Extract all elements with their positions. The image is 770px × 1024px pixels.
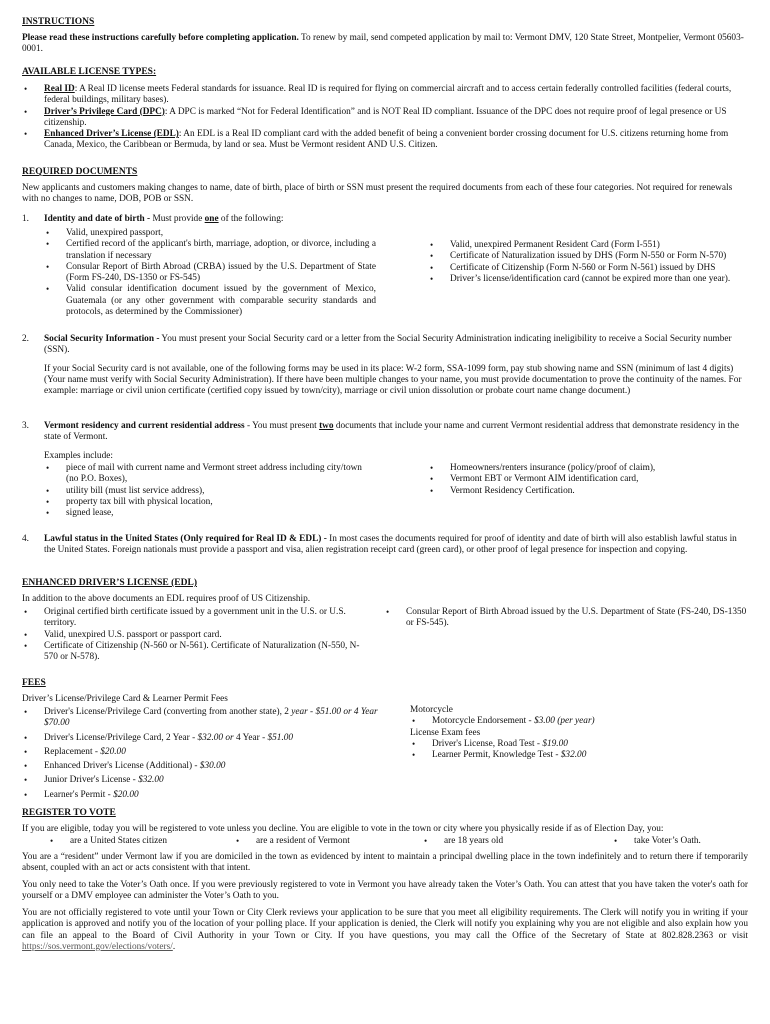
fee-label: Motorcycle Endorsement - xyxy=(432,716,534,727)
motorcycle-fees-list xyxy=(410,716,748,727)
fee-label: Enhanced Driver's License (Additional) - xyxy=(44,761,200,772)
instructions-text xyxy=(22,33,748,56)
section-text: You must present your Social Security card or a letter from the Social Security Administration indicating ineligibility to receive a Social Security number (SSN). xyxy=(44,334,732,356)
fee-label: Learner Permit, Knowledge Test - xyxy=(432,750,561,761)
exam-fees-title: License Exam fees xyxy=(410,727,481,738)
list-item: • Homeowners/renters insurance (policy/proof of claim), xyxy=(428,463,750,474)
fee-amount: $20.00 xyxy=(113,789,139,800)
vote-registration-paragraph xyxy=(22,908,748,953)
examples-label: Examples include: xyxy=(44,450,113,461)
fee-item xyxy=(22,775,382,786)
fee-amount: year - $51.00 or 4 Year $70.00 xyxy=(44,707,378,729)
sos-voters-link[interactable]: https://sos.vermont.gov/elections/voters/ xyxy=(22,941,173,952)
list-item: • Consular Report of Birth Abroad issued by the U.S. Department of State (FS-240, DS-1350 or FS-545). xyxy=(384,607,748,630)
fees-heading: FEES xyxy=(22,678,46,688)
instructions-heading: INSTRUCTIONS xyxy=(22,17,95,27)
fee-item xyxy=(22,733,382,744)
vote-intro: If you are eligible, today you will be registered to vote unless you decline. You are eligible to vote in the town or city where you physically reside if as of Election Day, you: xyxy=(22,824,664,834)
license-type-desc: : An EDL is a Real ID compliant card with the added benefit of being a convenient border crossing document for U.S. citizens returning home from Canada, Mexico, the Caribbean or Bermuda, by land or sea. Must be Vermont resident AND U.S. Citizen. xyxy=(44,129,729,151)
edl-intro: In addition to the above documents an EDL requires proof of US Citizenship. xyxy=(22,594,311,604)
sentence-end: . xyxy=(172,941,176,952)
list-item: • Driver’s license/identification card (cannot be expired more than one year). xyxy=(428,274,750,285)
list-item: • Valid consular identification document issued by the government of Mexico, Guatemala (or any other government with comparable security standards and protocols, as determined by the Commissioner) xyxy=(44,284,376,318)
edl-heading: ENHANCED DRIVER’S LICENSE (EDL) xyxy=(22,578,197,588)
section-lawful-status xyxy=(22,534,748,557)
fee-amount: $30.00 xyxy=(199,761,226,772)
list-item: • Consular Report of Birth Abroad (CRBA) issued by the U.S. Department of State (Form FS-240, DS-1350 or FS-545) xyxy=(44,262,376,285)
list-item: • Certificate of Citizenship (Form N-560 or Form N-561) issued by DHS xyxy=(428,263,750,274)
emphasis-one: one xyxy=(204,214,219,224)
section-number: 3. xyxy=(22,421,29,431)
fee-item xyxy=(22,707,382,730)
residency-docs-left xyxy=(44,463,364,519)
fee-item xyxy=(410,716,748,727)
section-title: Vermont residency and current residential address xyxy=(44,421,245,431)
list-item: • are 18 years old xyxy=(422,836,503,847)
list-item: • piece of mail with current name and Vermont street address including city/town (no P.O. Boxes), xyxy=(44,463,364,486)
exam-fees-list xyxy=(410,739,748,762)
fee-amount: $3.00 (per year) xyxy=(533,716,595,727)
list-item: • Vermont Residency Certification. xyxy=(428,486,750,497)
vote-resident-paragraph: You are a “resident” under Vermont law if you are domiciled in the town as evidenced by intent to maintain a principal dwelling place in the town indefinitely and to return there if temporarily absent, coupled with an act or acts consistent with that intent. xyxy=(22,852,748,874)
fee-amount: $20.00 xyxy=(100,746,126,757)
license-type-desc: : A DPC is marked “Not for Federal Identification” and is NOT Real ID compliant. Issuance of the DPC does not require proof of legal presence or US citizenship. xyxy=(44,106,727,128)
list-item: • Valid, unexpired passport, xyxy=(44,228,376,239)
identity-docs-right xyxy=(428,240,750,285)
identity-docs-left xyxy=(44,228,376,318)
residency-docs-right xyxy=(428,463,750,497)
vote-oath-paragraph: You only need to take the Voter’s Oath once. If you were previously registered to vote in Vermont you have already taken the Voter’s Oath. You can attest that you have taken the voter's oath for yourself or a DMV employee can administer the Voter’s Oath to you. xyxy=(22,880,748,902)
license-fees-list xyxy=(22,707,382,801)
edl-docs-right xyxy=(384,607,748,630)
motorcycle-title: Motorcycle xyxy=(410,705,453,715)
fee-amount: $51.00 xyxy=(267,732,294,743)
section-text: documents that include your name and current Vermont residential address that demonstrate residency in the state of Vermont. xyxy=(44,421,739,443)
list-item: • Vermont EBT or Vermont AIM identification card, xyxy=(428,474,750,485)
list-item: • utility bill (must list service address), xyxy=(44,486,364,497)
list-item: • Certificate of Naturalization issued by DHS (Form N-550 or Form N-570) xyxy=(428,251,750,262)
fee-amount: $32.00 or xyxy=(197,732,234,743)
list-item: • take Voter’s Oath. xyxy=(612,836,701,847)
section-text: In most cases the documents required for proof of identity and date of birth will also establish lawful status in the United States. Foreign nationals must provide a passport and visa, alien registration receipt card (green card), or other proof of legal presence for inspection and copying. xyxy=(44,534,737,556)
required-documents-heading: REQUIRED DOCUMENTS xyxy=(22,167,138,177)
fee-item xyxy=(22,747,382,758)
fee-item xyxy=(22,761,382,772)
section-title: Lawful status in the United States (Only required for Real ID & EDL) - xyxy=(44,534,327,544)
fee-label: Driver's License/Privilege Card (converting from another state), 2 xyxy=(44,707,292,717)
fee-label: Driver's License, Road Test - xyxy=(432,738,543,749)
fee-amount: $32.00 xyxy=(560,750,587,761)
fee-label: 4 Year - xyxy=(233,732,268,743)
list-item: • Valid, unexpired U.S. passport or passport card. xyxy=(22,630,367,641)
list-item: • Certified record of the applicant's birth, marriage, adoption, or divorce, including a translation if necessary xyxy=(44,239,376,262)
list-item: • Valid, unexpired Permanent Resident Card (Form I-551) xyxy=(428,240,750,251)
list-item: • Original certified birth certificate issued by a government unit in the U.S. or U.S. territory. xyxy=(22,607,367,630)
section-text: Must provide xyxy=(150,214,205,224)
fee-label: Driver's License/Privilege Card, 2 Year - xyxy=(44,732,198,743)
license-type-edl xyxy=(22,129,748,152)
list-item: • property tax bill with physical location, xyxy=(44,497,364,508)
license-type-label: Driver’s Privilege Card (DPC) xyxy=(44,106,165,117)
section-identity xyxy=(22,214,748,324)
fee-item xyxy=(410,750,748,761)
license-types-heading: AVAILABLE LICENSE TYPES: xyxy=(22,67,157,77)
fees-subtitle: Driver’s License/Privilege Card & Learner Permit Fees xyxy=(22,694,228,704)
edl-docs-left xyxy=(22,607,367,663)
license-type-label: Real ID xyxy=(44,84,75,94)
other-fees xyxy=(410,705,748,761)
instructions-lead: Please read these instructions carefully before completing application. xyxy=(22,33,299,43)
section-residency xyxy=(22,421,748,531)
section-number: 2. xyxy=(22,334,29,344)
license-types-list xyxy=(22,84,748,152)
section-paragraph: If your Social Security card is not available, one of the following forms may be used in its place: W-2 form, SSA-1099 form, pay stub showing name and SSN (minimum of last 4 digits) (Your name must verify with Social Security Administration). If there have been multiple changes to your name, you must provide documentation to prove the continuity of the names. For example: marriage or civil union certificate (certified copy issued by town/city), marriage or civil union dissolution or probate court name change document.) xyxy=(44,363,742,397)
section-social-security xyxy=(22,334,748,397)
section-title: Identity and date of birth - xyxy=(44,214,151,224)
vote-registration-text: You are not officially registered to vote until your Town or City Clerk reviews your application to be sure that you meet all eligibility requirements. The Clerk will notify you in writing if your application is approved and notify you of the location of your polling place. If your application is denied, the Clerk will notify you explaining why you are not eligible and also explain how you can file an appeal to the Board of Civil Authority in your Town or City. If you have questions, you may call the Office of the Secretary of State at 802.828.2363 or visit xyxy=(22,908,748,941)
emphasis-two: two xyxy=(319,421,334,431)
fee-label: Junior Driver's License - xyxy=(44,775,139,786)
section-text: of the following: xyxy=(218,214,284,224)
section-number: 1. xyxy=(22,214,29,224)
fee-label: Replacement - xyxy=(44,746,101,757)
vote-heading: REGISTER TO VOTE xyxy=(22,808,116,818)
list-item: • are a resident of Vermont xyxy=(234,836,350,847)
fee-amount: $19.00 xyxy=(542,738,568,749)
fee-item xyxy=(410,739,748,750)
section-number: 4. xyxy=(22,534,29,544)
list-item: • signed lease, xyxy=(44,508,364,519)
list-item: • are a United States citizen xyxy=(48,836,167,847)
license-type-desc: : A Real ID license meets Federal standards for issuance. Real ID is required for flying on commercial aircraft and to access certain federally controlled facilities (federal courts, federal buildings, military bases). xyxy=(44,84,732,106)
list-item: • Certificate of Citizenship (N-560 or N-561). Certificate of Naturalization (N-550, N-570 or N-578). xyxy=(22,641,367,664)
section-text: - You must present xyxy=(244,421,320,431)
license-type-dpc xyxy=(22,107,748,130)
fee-label: Learner's Permit - xyxy=(44,789,114,800)
fee-item xyxy=(22,790,382,801)
license-type-label: Enhanced Driver’s License (EDL) xyxy=(44,129,179,140)
license-type-real-id xyxy=(22,84,748,107)
vote-criteria xyxy=(22,836,748,848)
fee-amount: $32.00 xyxy=(138,775,164,786)
section-title: Social Security Information - xyxy=(44,334,160,344)
instructions-mail: To renew by mail, send competed application by mail to: Vermont DMV, 120 State Street, Montpelier, Vermont 05603-0001. xyxy=(22,33,744,55)
required-documents-intro: New applicants and customers making changes to name, date of birth, place of birth or SSN must present the required documents from each of these four categories. Not required for renewals with no changes to name, DOB, POB or SSN. xyxy=(22,183,733,205)
